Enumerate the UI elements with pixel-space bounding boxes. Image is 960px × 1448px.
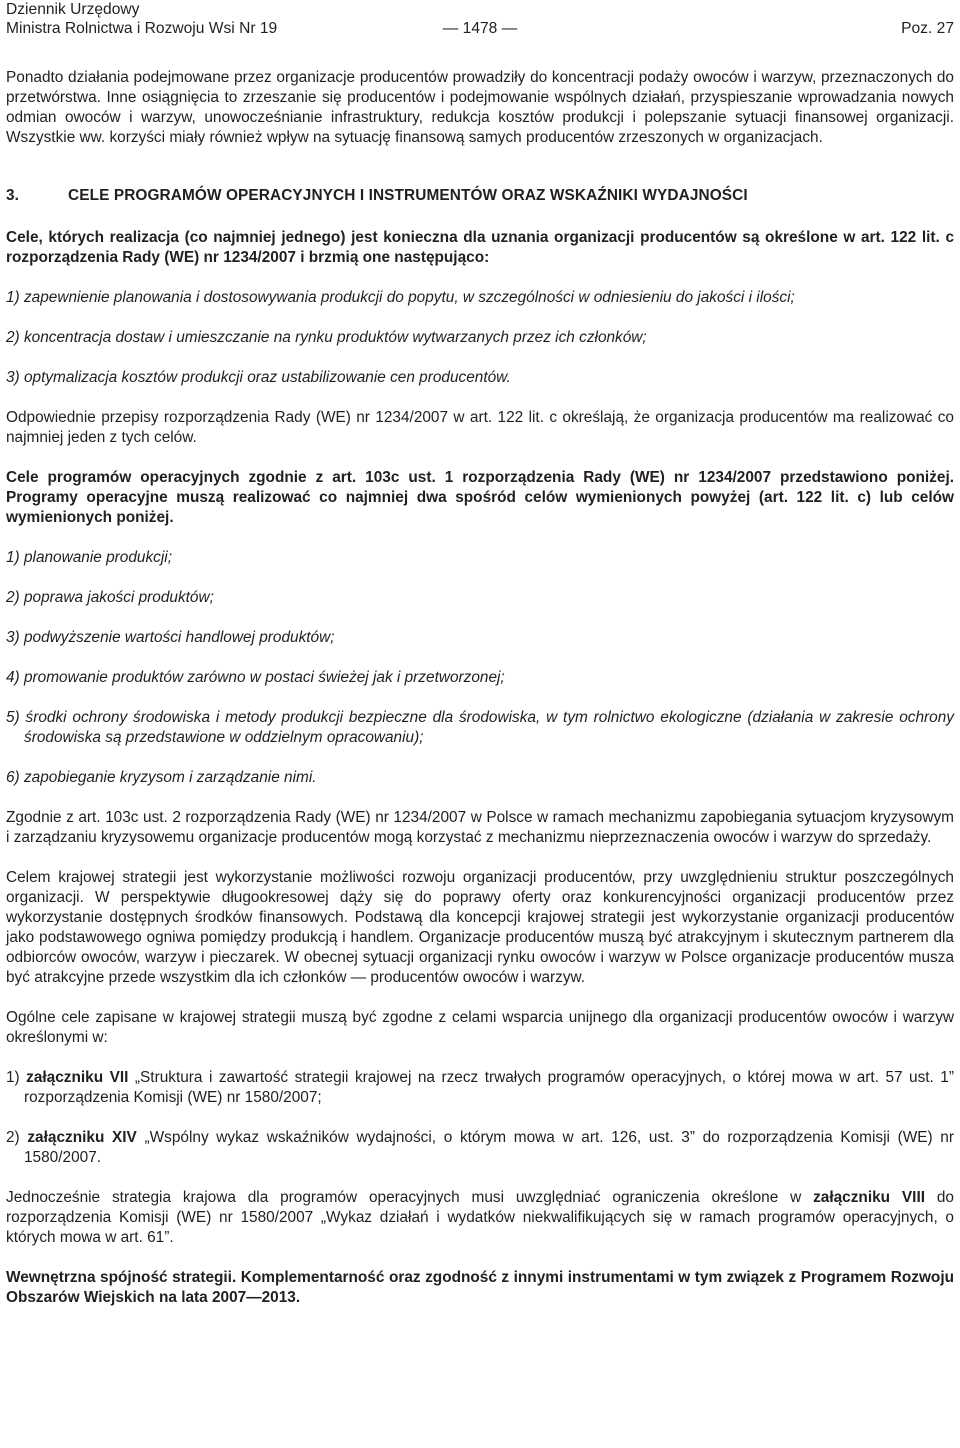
goal-item: 1) zapewnienie planowania i dostosowywania produkcji do popytu, w szczególności w odniesieniu do jakości i ilości;: [6, 289, 795, 306]
program-goal-item: 3) podwyższenie wartości handlowej produktów;: [6, 629, 335, 646]
program-goal-item: 1) planowanie produkcji;: [6, 549, 172, 566]
annex-description: „Struktura i zawartość strategii krajowej na rzecz trwałych programów operacyjnych, o której mowa w art. 57 ust. 1” rozporządzenia Komisji (WE) nr 1580/2007;: [24, 1069, 954, 1106]
goals-intro: Cele, których realizacja (co najmniej jednego) jest konieczna dla uznania organizacji producentów są określone w art. 122 lit. c rozporządzenia Rady (WE) nr 1234/2007 i brzmią one następująco:: [6, 229, 954, 266]
program-goal-item: 5) środki ochrony środowiska i metody produkcji bezpieczne dla środowiska, w tym rolnictwo ekologiczne (działania w zakresie ochrony środowiska są przedstawione w oddzielnym opracowaniu);: [6, 709, 954, 746]
annex-description: „Wspólny wykaz wskaźników wydajności, o którym mowa w art. 126, ust. 3” do rozporządzenia Komisji (WE) nr 1580/2007.: [24, 1129, 954, 1166]
goal-item: 3) optymalizacja kosztów produkcji oraz ustabilizowanie cen producentów.: [6, 369, 511, 386]
constraints-text: Jednocześnie strategia krajowa dla programów operacyjnych musi uwzględniać ograniczenia określone w: [6, 1189, 814, 1206]
final-heading: Wewnętrzna spójność strategii. Komplementarność oraz zgodność z innymi instrumentami w tym związek z Programem Rozwoju Obszarów Wiejskich na lata 2007—2013.: [6, 1269, 954, 1306]
provisions-paragraph: Odpowiednie przepisy rozporządzenia Rady (WE) nr 1234/2007 w art. 122 lit. c określają, że organizacja producentów ma realizować co najmniej jeden z tych celów.: [6, 409, 954, 446]
constraints-paragraph: [6, 1188, 954, 1248]
crisis-paragraph: Zgodnie z art. 103c ust. 2 rozporządzenia Rady (WE) nr 1234/2007 w Polsce w ramach mechanizmu zapobiegania sytuacjom kryzysowym i zarządzaniu kryzysowemu organizacje producentów mogą korzystać z mechanizmu nieprzeznaczenia owoców i warzyw do sprzedaży.: [6, 809, 954, 846]
section-title: CELE PROGRAMÓW OPERACYJNYCH I INSTRUMENTÓW ORAZ WSKAŹNIKI WYDAJNOŚCI: [68, 187, 748, 204]
program-goal-item: 4) promowanie produktów zarówno w postaci świeżej jak i przetworzonej;: [6, 669, 505, 686]
annex-name: załączniku XIV: [27, 1129, 137, 1146]
annex-name: załączniku VII: [26, 1069, 129, 1086]
page-number: — 1478 —: [442, 20, 518, 37]
constraints-annex: załączniku VIII: [813, 1189, 926, 1206]
program-goal-item: 6) zapobieganie kryzysom i zarządzanie nimi.: [6, 769, 317, 786]
program-goals-intro: Cele programów operacyjnych zgodnie z art. 103c ust. 1 rozporządzenia Rady (WE) nr 1234/2007 przedstawiono poniżej. Programy operacyjne muszą realizować co najmniej dwa spośród celów wymienionych powyżej (art. 122 lit. c) lub celów wymienionych poniżej.: [6, 469, 954, 526]
strategy-paragraph: Celem krajowej strategii jest wykorzystanie możliwości rozwoju organizacji producentów, przy uwzględnieniu struktur poszczególnych organizacji. W perspektywie długookresowej dąży się do poprawy oferty oraz konkurencyjności organizacji producentów przez wykorzystanie dostępnych środków finansowych. Podstawą dla koncepcji krajowej strategii jest wykorzystanie organizacji producentów jako podstawowego ogniwa pomiędzy produkcją i handlem. Organizacje producentów muszą być atrakcyjnym i skutecznym partnerem dla odbiorców owoców, warzyw i pieczarek. W obecnej sytuacji organizacji rynku owoców i warzyw w Polsce organizacje producentów musza być atrakcyjne przede wszystkim dla ich członków — producentów owoców i warzyw.: [6, 869, 954, 986]
section-number: 3.: [6, 187, 20, 204]
goal-item: 2) koncentracja dostaw i umieszczanie na rynku produktów wytwarzanych przez ich członków;: [6, 329, 647, 346]
constraints-text-end: do rozporządzenia Komisji (WE) nr 1580/2007 „Wykaz działań i wydatków niekwalifikujących się w ramach programów operacyjnych, o których mowa w art. 61”.: [6, 1189, 954, 1246]
annex-item: [6, 1128, 954, 1168]
general-goals-paragraph: Ogólne cele zapisane w krajowej strategii muszą być zgodne z celami wsparcia unijnego dla organizacji producentów owoców i warzyw określonymi w:: [6, 1009, 954, 1046]
intro-paragraph: Ponadto działania podejmowane przez organizacje producentów prowadziły do koncentracji podaży owoców i warzyw, przeznaczonych do przetwórstwa. Inne osiągnięcia to zrzeszanie się producentów i podejmowanie wspólnych działań, przyspieszanie wprowadzania nowych odmian owoców i warzyw, unowocześnianie infrastruktury, redukcja kosztów produkcji i polepszanie sytuacji finansowej organizacji. Wszystkie ww. korzyści miały również wpływ na sytuację finansową samych producentów zrzeszonych w organizacjach.: [6, 69, 954, 146]
program-goal-item: 2) poprawa jakości produktów;: [6, 589, 214, 606]
journal-issue: Ministra Rolnictwa i Rozwoju Wsi Nr 19: [6, 20, 278, 37]
document-body: [6, 68, 954, 1308]
journal-title: Dziennik Urzędowy: [6, 1, 140, 18]
annex-item: [6, 1068, 954, 1108]
page-header: [6, 0, 954, 40]
annex-prefix: 1): [6, 1069, 27, 1086]
position-number: Poz. 27: [901, 20, 954, 37]
annex-prefix: 2): [6, 1129, 28, 1146]
section-heading: [6, 186, 954, 206]
